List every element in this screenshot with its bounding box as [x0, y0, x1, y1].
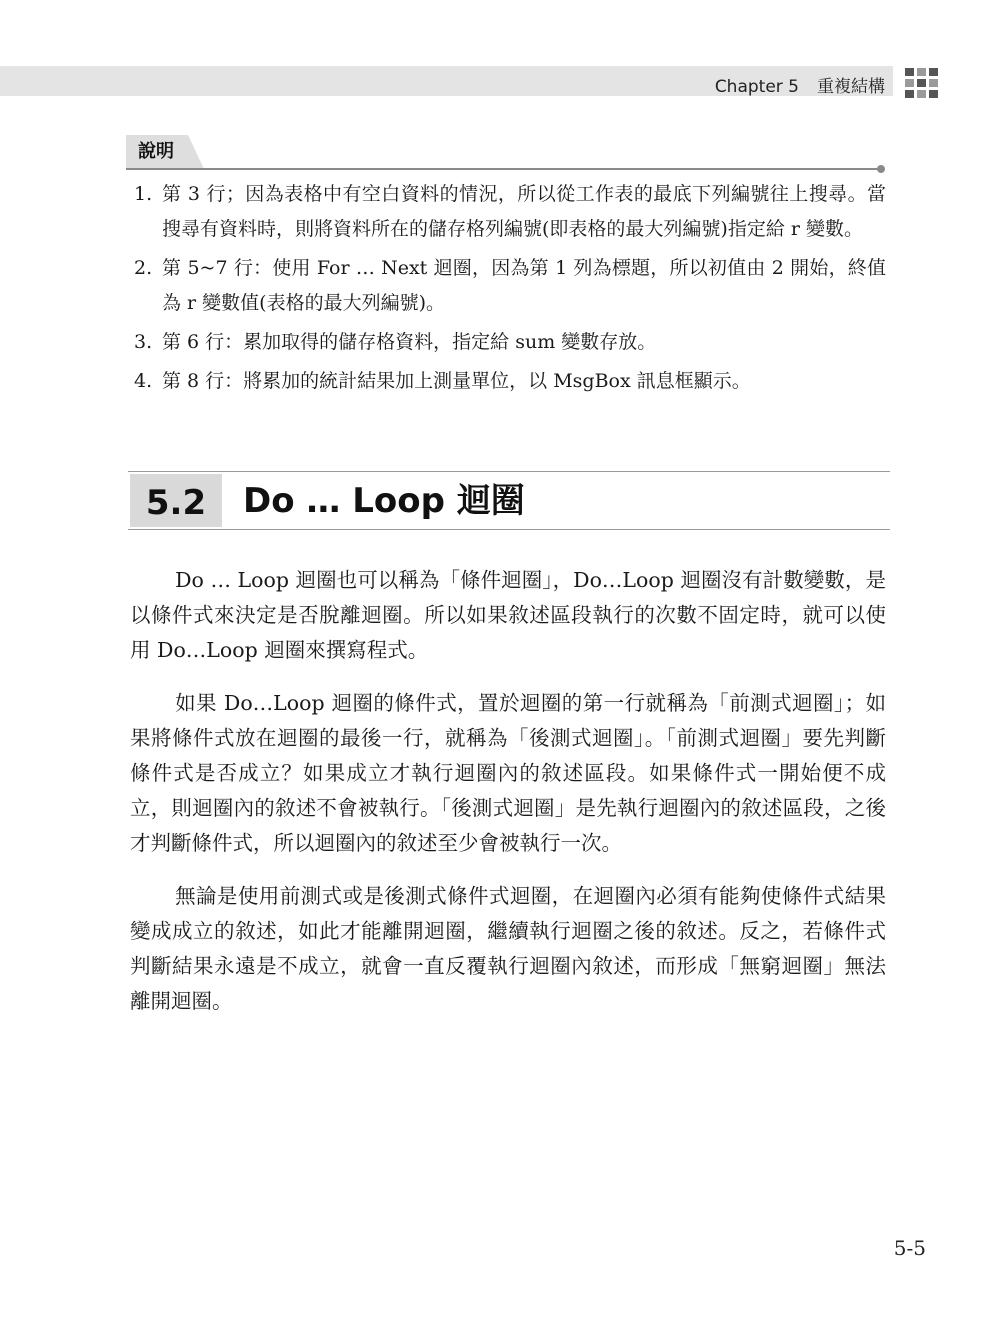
chapter-title: 重複結構: [817, 77, 885, 97]
note-item-number: 1.: [134, 183, 153, 205]
note-item-number: 4.: [134, 370, 153, 392]
page-number: 5-5: [893, 1236, 926, 1260]
paragraph: 無論是使用前測式或是後測式條件式迴圈，在迴圈內必須有能夠使條件式結果變成成立的敘述，如此才能離開迴圈，繼續執行迴圈之後的敘述。反之，若條件式判斷結果永遠是不成立，就會一直反覆執行迴圈內敘述，而形成「無窮迴圈」無法離開迴圈。: [130, 884, 886, 1013]
note-list: [134, 177, 886, 403]
section-rule-bottom: [128, 529, 890, 530]
header-grid-ornament: [905, 68, 939, 98]
running-header: [715, 72, 885, 97]
chapter-label: Chapter 5: [714, 77, 799, 97]
body-text: [130, 563, 886, 1037]
note-tab-slant: [188, 135, 204, 169]
note-item-text: 第 5~7 行：使用 For … Next 迴圈，因為第 1 列為標題，所以初值由 2 開始，終值為 r 變數值(表格的最大列編號)。: [162, 257, 886, 314]
note-item: [134, 251, 886, 321]
note-item-number: 3.: [134, 331, 153, 353]
note-tab-label: 說明: [126, 135, 188, 169]
note-item: [134, 177, 886, 247]
note-item-text: 第 8 行：將累加的統計結果加上測量單位，以 MsgBox 訊息框顯示。: [162, 370, 751, 392]
section-title: Do … Loop 迴圈: [243, 481, 525, 521]
note-item-text: 第 3 行；因為表格中有空白資料的情況，所以從工作表的最底下列編號往上搜尋。當搜尋有資料時，則將資料所在的儲存格列編號(即表格的最大列編號)指定給 r 變數。: [162, 183, 886, 240]
note-item-number: 2.: [134, 257, 153, 279]
section-rule-top: [128, 471, 890, 472]
note-item: [134, 364, 886, 399]
note-divider: [126, 168, 880, 170]
note-item: [134, 325, 886, 360]
note-item-text: 第 6 行：累加取得的儲存格資料，指定給 sum 變數存放。: [162, 331, 657, 353]
paragraph: Do … Loop 迴圈也可以稱為「條件迴圈」，Do…Loop 迴圈沒有計數變數，是以條件式來決定是否脫離迴圈。所以如果敘述區段執行的次數不固定時，就可以使用 Do…Loop 迴圈來撰寫程式。: [130, 568, 886, 662]
paragraph: 如果 Do…Loop 迴圈的條件式，置於迴圈的第一行就稱為「前測式迴圈」；如果將條件式放在迴圈的最後一行，就稱為「後測式迴圈」。「前測式迴圈」要先判斷條件式是否成立？如果成立才執行迴圈內的敘述區段。如果條件式一開始便不成立，則迴圈內的敘述不會被執行。「後測式迴圈」是先執行迴圈內的敘述區段，之後才判斷條件式，所以迴圈內的敘述至少會被執行一次。: [130, 691, 886, 855]
note-tab: [126, 135, 204, 169]
note-divider-dot: [877, 165, 885, 173]
section-number: 5.2: [130, 474, 222, 527]
